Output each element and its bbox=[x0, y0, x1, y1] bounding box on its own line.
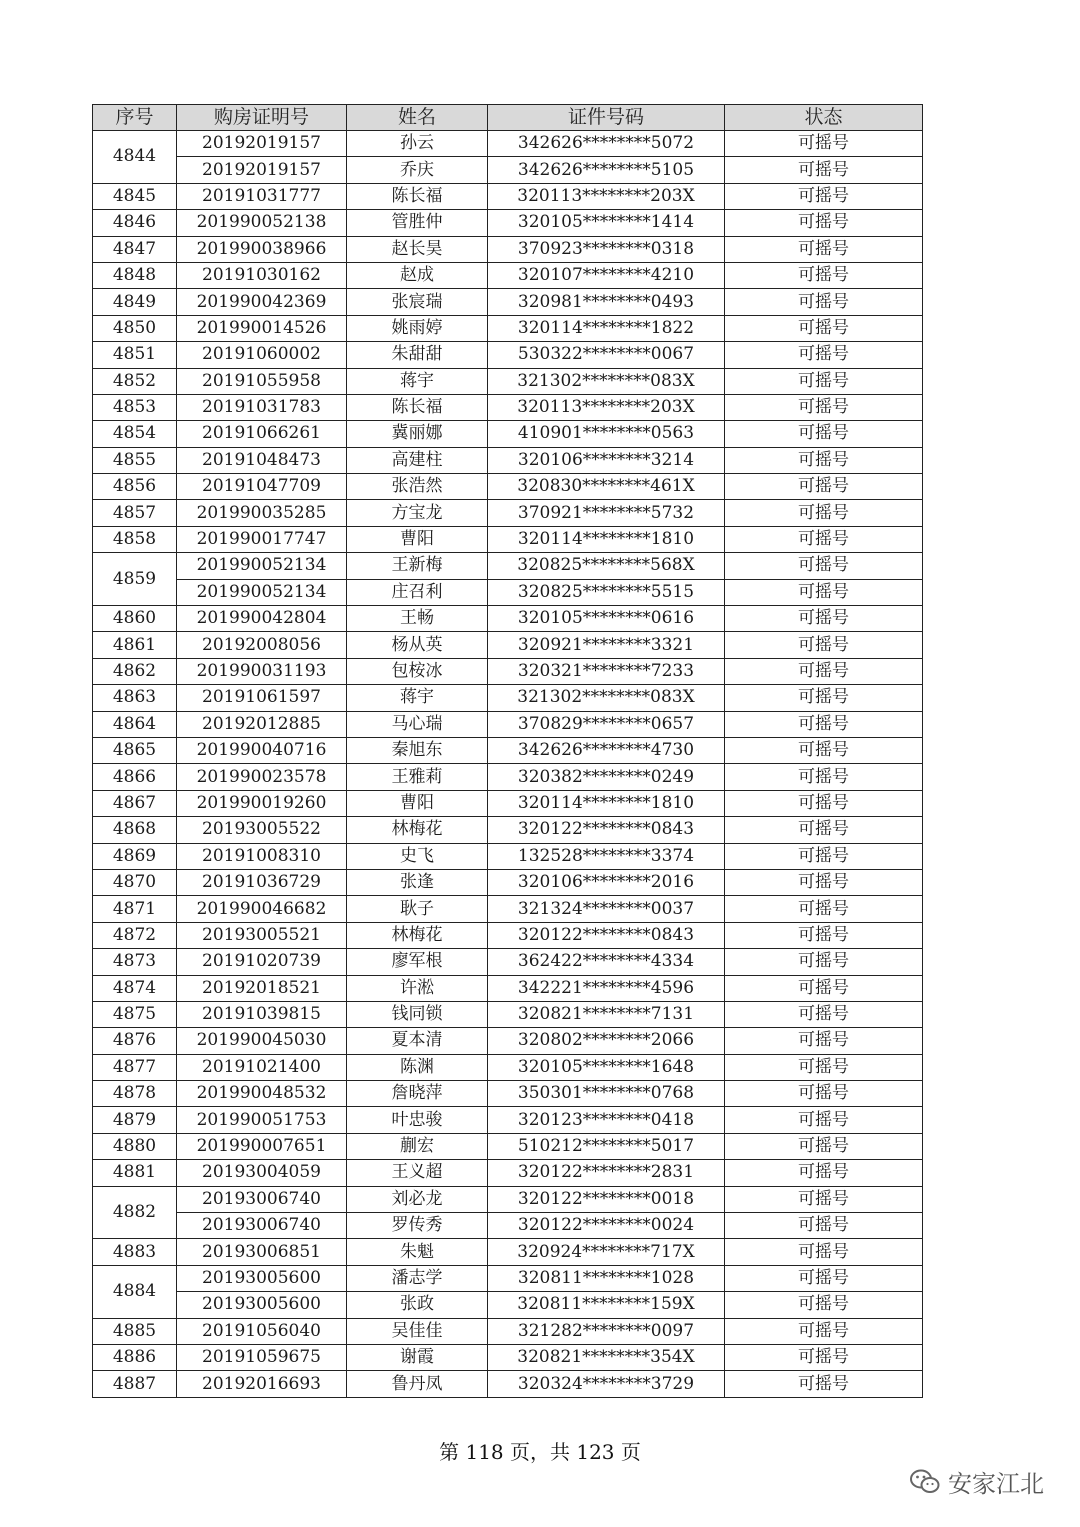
seq-cell: 4880 bbox=[93, 1133, 177, 1159]
status-cell: 可摇号 bbox=[725, 632, 923, 658]
seq-cell: 4877 bbox=[93, 1054, 177, 1080]
id-number-cell: 321302********083X bbox=[488, 685, 725, 711]
table-body bbox=[93, 131, 923, 1398]
name-cell: 叶忠骏 bbox=[347, 1107, 488, 1133]
seq-cell: 4862 bbox=[93, 658, 177, 684]
id-number-cell: 320122********0843 bbox=[488, 817, 725, 843]
status-cell: 可摇号 bbox=[725, 685, 923, 711]
cert-number-cell: 201990052134 bbox=[177, 553, 347, 579]
status-cell: 可摇号 bbox=[725, 764, 923, 790]
status-cell: 可摇号 bbox=[725, 843, 923, 869]
table-row bbox=[93, 526, 923, 552]
table-row bbox=[93, 1186, 923, 1212]
id-number-cell: 320821********7131 bbox=[488, 1001, 725, 1027]
table-row bbox=[93, 790, 923, 816]
table-row bbox=[93, 1292, 923, 1318]
id-number-cell: 320107********4210 bbox=[488, 262, 725, 288]
table-row bbox=[93, 1344, 923, 1370]
table-row bbox=[93, 949, 923, 975]
seq-cell: 4854 bbox=[93, 421, 177, 447]
name-cell: 张浩然 bbox=[347, 474, 488, 500]
id-number-cell: 530322********0067 bbox=[488, 342, 725, 368]
status-cell: 可摇号 bbox=[725, 526, 923, 552]
table-row bbox=[93, 1371, 923, 1397]
name-cell: 赵成 bbox=[347, 262, 488, 288]
cert-number-cell: 20191060002 bbox=[177, 342, 347, 368]
name-cell: 詹晓萍 bbox=[347, 1081, 488, 1107]
cert-number-cell: 20191048473 bbox=[177, 447, 347, 473]
watermark-text: 安家江北 bbox=[948, 1470, 1044, 1498]
id-number-cell: 342626********4730 bbox=[488, 737, 725, 763]
table-row bbox=[93, 1213, 923, 1239]
table-row bbox=[93, 500, 923, 526]
name-cell: 钱同锁 bbox=[347, 1001, 488, 1027]
seq-cell: 4856 bbox=[93, 474, 177, 500]
id-number-cell: 320114********1810 bbox=[488, 526, 725, 552]
name-cell: 罗传秀 bbox=[347, 1213, 488, 1239]
seq-cell: 4853 bbox=[93, 394, 177, 420]
id-number-cell: 320324********3729 bbox=[488, 1371, 725, 1397]
status-cell: 可摇号 bbox=[725, 474, 923, 500]
id-number-cell: 320830********461X bbox=[488, 474, 725, 500]
table-row bbox=[93, 1160, 923, 1186]
table-row bbox=[93, 1001, 923, 1027]
cert-number-cell: 20191061597 bbox=[177, 685, 347, 711]
status-cell: 可摇号 bbox=[725, 737, 923, 763]
seq-cell: 4876 bbox=[93, 1028, 177, 1054]
seq-cell: 4851 bbox=[93, 342, 177, 368]
name-cell: 方宝龙 bbox=[347, 500, 488, 526]
name-cell: 王雅莉 bbox=[347, 764, 488, 790]
cert-number-cell: 20192008056 bbox=[177, 632, 347, 658]
name-cell: 曹阳 bbox=[347, 790, 488, 816]
name-cell: 朱甜甜 bbox=[347, 342, 488, 368]
seq-cell: 4857 bbox=[93, 500, 177, 526]
status-cell: 可摇号 bbox=[725, 289, 923, 315]
table-row bbox=[93, 737, 923, 763]
seq-cell: 4873 bbox=[93, 949, 177, 975]
name-cell: 潘志学 bbox=[347, 1265, 488, 1291]
status-cell: 可摇号 bbox=[725, 1318, 923, 1344]
cert-number-cell: 20193006740 bbox=[177, 1213, 347, 1239]
table-row bbox=[93, 394, 923, 420]
cert-number-cell: 201990031193 bbox=[177, 658, 347, 684]
seq-cell: 4869 bbox=[93, 843, 177, 869]
header-name: 姓名 bbox=[347, 105, 488, 131]
table-row bbox=[93, 1318, 923, 1344]
table-row bbox=[93, 1028, 923, 1054]
name-cell: 冀丽娜 bbox=[347, 421, 488, 447]
seq-cell: 4886 bbox=[93, 1344, 177, 1370]
cert-number-cell: 201990048532 bbox=[177, 1081, 347, 1107]
status-cell: 可摇号 bbox=[725, 131, 923, 157]
cert-number-cell: 20191036729 bbox=[177, 869, 347, 895]
seq-cell: 4879 bbox=[93, 1107, 177, 1133]
cert-number-cell: 201990014526 bbox=[177, 315, 347, 341]
cert-number-cell: 20193004059 bbox=[177, 1160, 347, 1186]
watermark bbox=[910, 1464, 1044, 1499]
cert-number-cell: 20192019157 bbox=[177, 157, 347, 183]
cert-number-cell: 201990040716 bbox=[177, 737, 347, 763]
id-number-cell: 320122********2831 bbox=[488, 1160, 725, 1186]
status-cell: 可摇号 bbox=[725, 1186, 923, 1212]
id-number-cell: 362422********4334 bbox=[488, 949, 725, 975]
id-number-cell: 320811********159X bbox=[488, 1292, 725, 1318]
name-cell: 张逢 bbox=[347, 869, 488, 895]
cert-number-cell: 201990017747 bbox=[177, 526, 347, 552]
table-row bbox=[93, 685, 923, 711]
status-cell: 可摇号 bbox=[725, 711, 923, 737]
wechat-icon bbox=[910, 1469, 940, 1495]
table-row bbox=[93, 869, 923, 895]
table-row bbox=[93, 421, 923, 447]
header-status: 状态 bbox=[725, 105, 923, 131]
seq-cell: 4855 bbox=[93, 447, 177, 473]
name-cell: 夏本清 bbox=[347, 1028, 488, 1054]
name-cell: 赵长昊 bbox=[347, 236, 488, 262]
seq-cell: 4878 bbox=[93, 1081, 177, 1107]
cert-number-cell: 20191031777 bbox=[177, 183, 347, 209]
status-cell: 可摇号 bbox=[725, 500, 923, 526]
status-cell: 可摇号 bbox=[725, 210, 923, 236]
status-cell: 可摇号 bbox=[725, 606, 923, 632]
id-number-cell: 320114********1822 bbox=[488, 315, 725, 341]
status-cell: 可摇号 bbox=[725, 949, 923, 975]
cert-number-cell: 20192019157 bbox=[177, 131, 347, 157]
seq-cell: 4849 bbox=[93, 289, 177, 315]
status-cell: 可摇号 bbox=[725, 183, 923, 209]
id-number-cell: 320105********1414 bbox=[488, 210, 725, 236]
name-cell: 蒋宇 bbox=[347, 368, 488, 394]
id-number-cell: 320113********203X bbox=[488, 183, 725, 209]
housing-lottery-table bbox=[92, 104, 923, 1398]
status-cell: 可摇号 bbox=[725, 394, 923, 420]
name-cell: 张政 bbox=[347, 1292, 488, 1318]
id-number-cell: 320113********203X bbox=[488, 394, 725, 420]
seq-cell: 4850 bbox=[93, 315, 177, 341]
cert-number-cell: 20193005522 bbox=[177, 817, 347, 843]
table-row bbox=[93, 922, 923, 948]
id-number-cell: 320821********354X bbox=[488, 1344, 725, 1370]
header-id-number: 证件号码 bbox=[488, 105, 725, 131]
name-cell: 鲁丹凤 bbox=[347, 1371, 488, 1397]
id-number-cell: 320382********0249 bbox=[488, 764, 725, 790]
seq-cell: 4846 bbox=[93, 210, 177, 236]
table-row bbox=[93, 764, 923, 790]
status-cell: 可摇号 bbox=[725, 236, 923, 262]
cert-number-cell: 201990042369 bbox=[177, 289, 347, 315]
status-cell: 可摇号 bbox=[725, 342, 923, 368]
status-cell: 可摇号 bbox=[725, 1133, 923, 1159]
seq-cell: 4872 bbox=[93, 922, 177, 948]
id-number-cell: 510212********5017 bbox=[488, 1133, 725, 1159]
status-cell: 可摇号 bbox=[725, 1160, 923, 1186]
id-number-cell: 320924********717X bbox=[488, 1239, 725, 1265]
cert-number-cell: 20193006740 bbox=[177, 1186, 347, 1212]
table-row bbox=[93, 210, 923, 236]
header-seq: 序号 bbox=[93, 105, 177, 131]
cert-number-cell: 20193006851 bbox=[177, 1239, 347, 1265]
status-cell: 可摇号 bbox=[725, 579, 923, 605]
table-row bbox=[93, 368, 923, 394]
name-cell: 林梅花 bbox=[347, 817, 488, 843]
cert-number-cell: 201990042804 bbox=[177, 606, 347, 632]
seq-cell: 4885 bbox=[93, 1318, 177, 1344]
id-number-cell: 410901********0563 bbox=[488, 421, 725, 447]
name-cell: 许淞 bbox=[347, 975, 488, 1001]
table-row bbox=[93, 289, 923, 315]
name-cell: 曹阳 bbox=[347, 526, 488, 552]
cert-number-cell: 201990045030 bbox=[177, 1028, 347, 1054]
seq-cell: 4847 bbox=[93, 236, 177, 262]
table-row bbox=[93, 131, 923, 157]
seq-cell: 4845 bbox=[93, 183, 177, 209]
status-cell: 可摇号 bbox=[725, 1213, 923, 1239]
cert-number-cell: 20191030162 bbox=[177, 262, 347, 288]
status-cell: 可摇号 bbox=[725, 1054, 923, 1080]
seq-cell: 4887 bbox=[93, 1371, 177, 1397]
table-row bbox=[93, 553, 923, 579]
table-row bbox=[93, 606, 923, 632]
seq-cell: 4882 bbox=[93, 1186, 177, 1239]
id-number-cell: 370921********5732 bbox=[488, 500, 725, 526]
status-cell: 可摇号 bbox=[725, 553, 923, 579]
table-row bbox=[93, 843, 923, 869]
status-cell: 可摇号 bbox=[725, 922, 923, 948]
seq-cell: 4864 bbox=[93, 711, 177, 737]
name-cell: 管胜仲 bbox=[347, 210, 488, 236]
seq-cell: 4844 bbox=[93, 131, 177, 184]
name-cell: 王义超 bbox=[347, 1160, 488, 1186]
id-number-cell: 320321********7233 bbox=[488, 658, 725, 684]
status-cell: 可摇号 bbox=[725, 658, 923, 684]
status-cell: 可摇号 bbox=[725, 1239, 923, 1265]
id-number-cell: 320981********0493 bbox=[488, 289, 725, 315]
seq-cell: 4874 bbox=[93, 975, 177, 1001]
status-cell: 可摇号 bbox=[725, 447, 923, 473]
id-number-cell: 320114********1810 bbox=[488, 790, 725, 816]
cert-number-cell: 20191020739 bbox=[177, 949, 347, 975]
status-cell: 可摇号 bbox=[725, 975, 923, 1001]
id-number-cell: 320123********0418 bbox=[488, 1107, 725, 1133]
name-cell: 王新梅 bbox=[347, 553, 488, 579]
table-row bbox=[93, 474, 923, 500]
name-cell: 孙云 bbox=[347, 131, 488, 157]
seq-cell: 4866 bbox=[93, 764, 177, 790]
name-cell: 庄召利 bbox=[347, 579, 488, 605]
table-row bbox=[93, 157, 923, 183]
table-row bbox=[93, 1107, 923, 1133]
name-cell: 马心瑞 bbox=[347, 711, 488, 737]
cert-number-cell: 20191047709 bbox=[177, 474, 347, 500]
name-cell: 姚雨婷 bbox=[347, 315, 488, 341]
id-number-cell: 342221********4596 bbox=[488, 975, 725, 1001]
cert-number-cell: 20191055958 bbox=[177, 368, 347, 394]
cert-number-cell: 20192018521 bbox=[177, 975, 347, 1001]
cert-number-cell: 20193005521 bbox=[177, 922, 347, 948]
seq-cell: 4881 bbox=[93, 1160, 177, 1186]
name-cell: 耿子 bbox=[347, 896, 488, 922]
name-cell: 包桉冰 bbox=[347, 658, 488, 684]
id-number-cell: 320106********3214 bbox=[488, 447, 725, 473]
seq-cell: 4860 bbox=[93, 606, 177, 632]
id-number-cell: 370923********0318 bbox=[488, 236, 725, 262]
name-cell: 陈长福 bbox=[347, 394, 488, 420]
id-number-cell: 350301********0768 bbox=[488, 1081, 725, 1107]
status-cell: 可摇号 bbox=[725, 1344, 923, 1370]
table-row bbox=[93, 342, 923, 368]
table-row bbox=[93, 1265, 923, 1291]
id-number-cell: 321302********083X bbox=[488, 368, 725, 394]
seq-cell: 4861 bbox=[93, 632, 177, 658]
table-row bbox=[93, 658, 923, 684]
table-row bbox=[93, 315, 923, 341]
cert-number-cell: 201990019260 bbox=[177, 790, 347, 816]
id-number-cell: 342626********5105 bbox=[488, 157, 725, 183]
seq-cell: 4870 bbox=[93, 869, 177, 895]
cert-number-cell: 20193005600 bbox=[177, 1292, 347, 1318]
seq-cell: 4868 bbox=[93, 817, 177, 843]
status-cell: 可摇号 bbox=[725, 790, 923, 816]
table-row bbox=[93, 1081, 923, 1107]
cert-number-cell: 201990046682 bbox=[177, 896, 347, 922]
table-row bbox=[93, 975, 923, 1001]
status-cell: 可摇号 bbox=[725, 262, 923, 288]
name-cell: 蒯宏 bbox=[347, 1133, 488, 1159]
status-cell: 可摇号 bbox=[725, 1292, 923, 1318]
seq-cell: 4867 bbox=[93, 790, 177, 816]
id-number-cell: 320122********0024 bbox=[488, 1213, 725, 1239]
status-cell: 可摇号 bbox=[725, 1001, 923, 1027]
name-cell: 蒋宇 bbox=[347, 685, 488, 711]
status-cell: 可摇号 bbox=[725, 1265, 923, 1291]
id-number-cell: 320105********1648 bbox=[488, 1054, 725, 1080]
table-row bbox=[93, 817, 923, 843]
cert-number-cell: 20192016693 bbox=[177, 1371, 347, 1397]
seq-cell: 4875 bbox=[93, 1001, 177, 1027]
seq-cell: 4883 bbox=[93, 1239, 177, 1265]
name-cell: 谢霞 bbox=[347, 1344, 488, 1370]
status-cell: 可摇号 bbox=[725, 368, 923, 394]
id-number-cell: 370829********0657 bbox=[488, 711, 725, 737]
cert-number-cell: 20191031783 bbox=[177, 394, 347, 420]
cert-number-cell: 20191021400 bbox=[177, 1054, 347, 1080]
cert-number-cell: 201990038966 bbox=[177, 236, 347, 262]
id-number-cell: 132528********3374 bbox=[488, 843, 725, 869]
seq-cell: 4848 bbox=[93, 262, 177, 288]
id-number-cell: 320825********5515 bbox=[488, 579, 725, 605]
seq-cell: 4871 bbox=[93, 896, 177, 922]
status-cell: 可摇号 bbox=[725, 1081, 923, 1107]
cert-number-cell: 20191059675 bbox=[177, 1344, 347, 1370]
name-cell: 朱魁 bbox=[347, 1239, 488, 1265]
status-cell: 可摇号 bbox=[725, 1371, 923, 1397]
name-cell: 陈渊 bbox=[347, 1054, 488, 1080]
table-row bbox=[93, 1133, 923, 1159]
table-row bbox=[93, 896, 923, 922]
id-number-cell: 320825********568X bbox=[488, 553, 725, 579]
cert-number-cell: 201990035285 bbox=[177, 500, 347, 526]
table-row bbox=[93, 1054, 923, 1080]
name-cell: 吴佳佳 bbox=[347, 1318, 488, 1344]
name-cell: 张宸瑞 bbox=[347, 289, 488, 315]
name-cell: 高建柱 bbox=[347, 447, 488, 473]
name-cell: 廖军根 bbox=[347, 949, 488, 975]
name-cell: 陈长福 bbox=[347, 183, 488, 209]
id-number-cell: 320811********1028 bbox=[488, 1265, 725, 1291]
cert-number-cell: 201990051753 bbox=[177, 1107, 347, 1133]
cert-number-cell: 20191039815 bbox=[177, 1001, 347, 1027]
name-cell: 王畅 bbox=[347, 606, 488, 632]
header-cert-number: 购房证明号 bbox=[177, 105, 347, 131]
status-cell: 可摇号 bbox=[725, 157, 923, 183]
table-header-row bbox=[93, 105, 923, 131]
table-row bbox=[93, 183, 923, 209]
name-cell: 林梅花 bbox=[347, 922, 488, 948]
cert-number-cell: 20191008310 bbox=[177, 843, 347, 869]
table-row bbox=[93, 632, 923, 658]
status-cell: 可摇号 bbox=[725, 421, 923, 447]
status-cell: 可摇号 bbox=[725, 315, 923, 341]
name-cell: 秦旭东 bbox=[347, 737, 488, 763]
status-cell: 可摇号 bbox=[725, 1107, 923, 1133]
table-row bbox=[93, 1239, 923, 1265]
name-cell: 杨从英 bbox=[347, 632, 488, 658]
cert-number-cell: 201990007651 bbox=[177, 1133, 347, 1159]
status-cell: 可摇号 bbox=[725, 1028, 923, 1054]
status-cell: 可摇号 bbox=[725, 869, 923, 895]
id-number-cell: 320122********0843 bbox=[488, 922, 725, 948]
seq-cell: 4859 bbox=[93, 553, 177, 606]
status-cell: 可摇号 bbox=[725, 896, 923, 922]
status-cell: 可摇号 bbox=[725, 817, 923, 843]
cert-number-cell: 201990052138 bbox=[177, 210, 347, 236]
id-number-cell: 321282********0097 bbox=[488, 1318, 725, 1344]
cert-number-cell: 20192012885 bbox=[177, 711, 347, 737]
cert-number-cell: 201990052134 bbox=[177, 579, 347, 605]
id-number-cell: 320122********0018 bbox=[488, 1186, 725, 1212]
seq-cell: 4865 bbox=[93, 737, 177, 763]
id-number-cell: 320105********0616 bbox=[488, 606, 725, 632]
id-number-cell: 320802********2066 bbox=[488, 1028, 725, 1054]
id-number-cell: 320921********3321 bbox=[488, 632, 725, 658]
cert-number-cell: 20193005600 bbox=[177, 1265, 347, 1291]
seq-cell: 4858 bbox=[93, 526, 177, 552]
name-cell: 史飞 bbox=[347, 843, 488, 869]
id-number-cell: 320106********2016 bbox=[488, 869, 725, 895]
table-row bbox=[93, 447, 923, 473]
page-number: 第 118 页，共 123 页 bbox=[439, 1440, 641, 1464]
id-number-cell: 342626********5072 bbox=[488, 131, 725, 157]
id-number-cell: 321324********0037 bbox=[488, 896, 725, 922]
table-row bbox=[93, 262, 923, 288]
table-row bbox=[93, 711, 923, 737]
cert-number-cell: 20191056040 bbox=[177, 1318, 347, 1344]
seq-cell: 4852 bbox=[93, 368, 177, 394]
table-row bbox=[93, 236, 923, 262]
name-cell: 乔庆 bbox=[347, 157, 488, 183]
table-row bbox=[93, 579, 923, 605]
seq-cell: 4863 bbox=[93, 685, 177, 711]
cert-number-cell: 20191066261 bbox=[177, 421, 347, 447]
seq-cell: 4884 bbox=[93, 1265, 177, 1318]
name-cell: 刘必龙 bbox=[347, 1186, 488, 1212]
cert-number-cell: 201990023578 bbox=[177, 764, 347, 790]
